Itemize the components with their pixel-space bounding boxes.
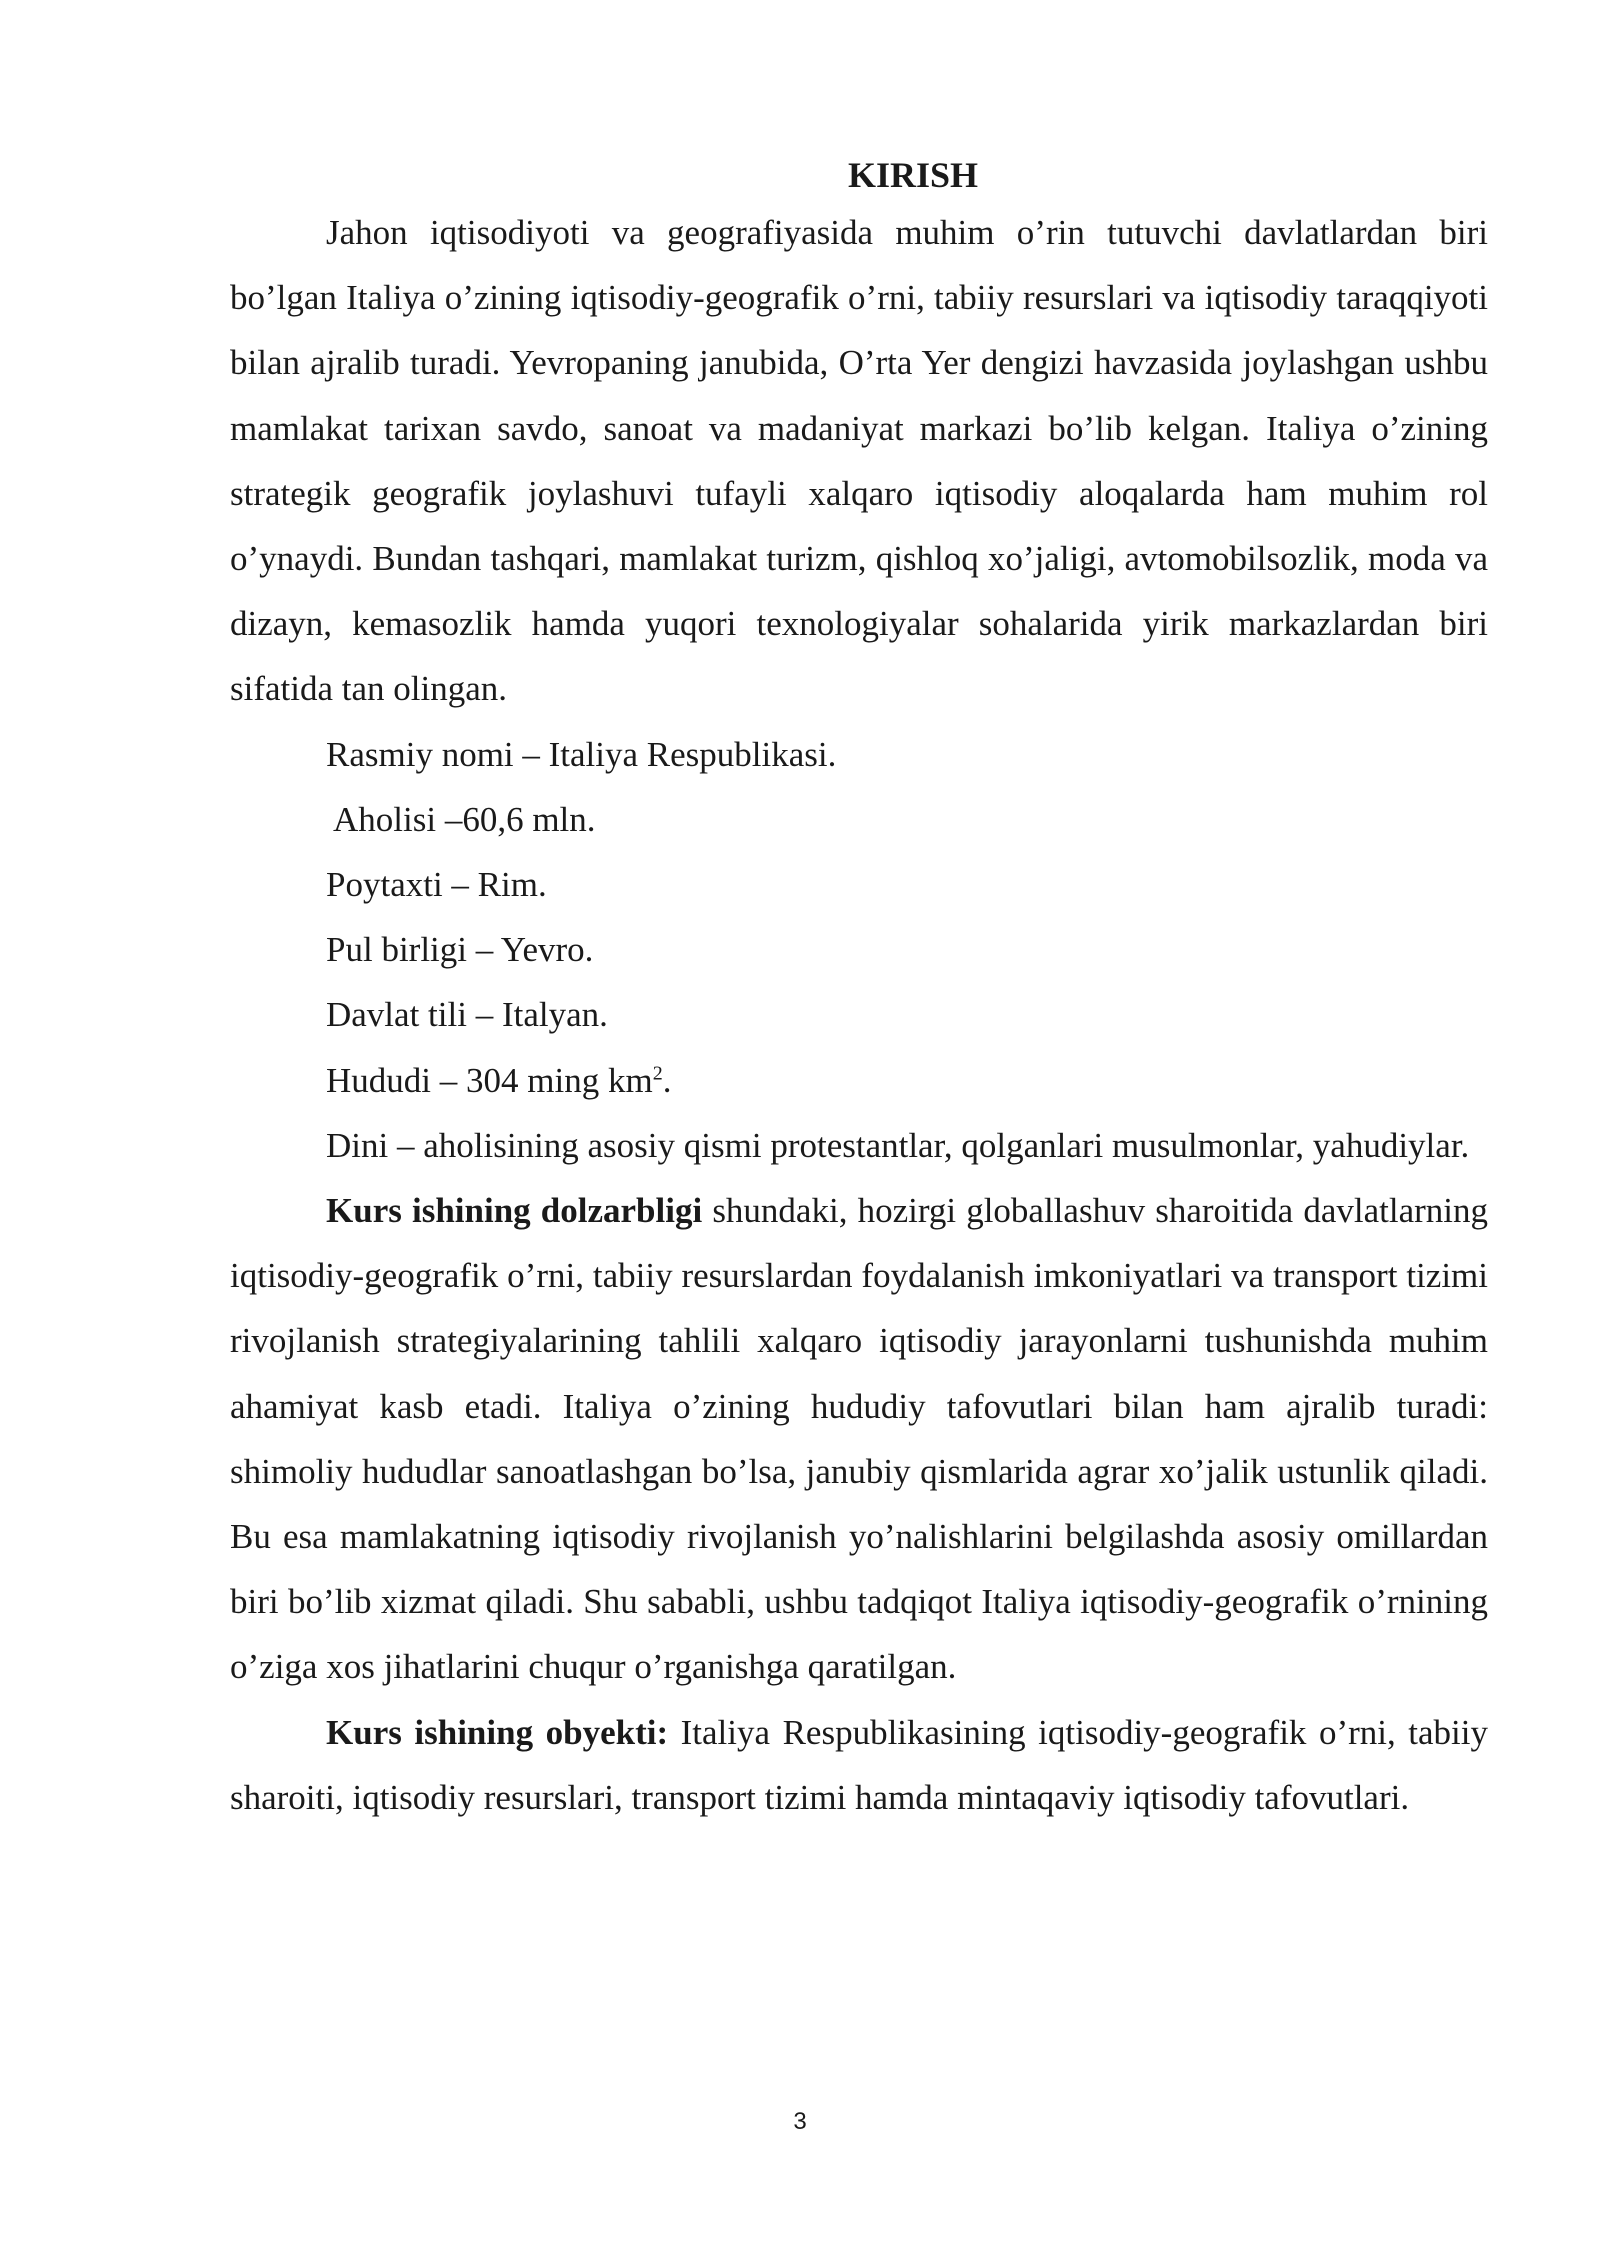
fact-religion: Dini – aholisining asosiy qismi protestantlar, qolganlari musulmonlar, yahudiylar. <box>326 1125 1470 1165</box>
fact-area-text: Hududi – 304 ming km <box>326 1060 653 1100</box>
fact-official-name: Rasmiy nomi – Italiya Respublikasi. <box>326 734 837 774</box>
section-heading: KIRISH <box>847 155 979 195</box>
fact-currency: Pul birligi – Yevro. <box>326 930 594 970</box>
fact-area-superscript: 2 <box>652 1061 663 1084</box>
object-text: Italiya Respublikasining iqtisodiy-geografik o’rni, tabiiy sharoiti, iqtisodiy resurslari, transport tizimi hamda mintaqaviy iqtisodiy tafovutlari. <box>230 1712 1488 1817</box>
object-label: Kurs ishining obyekti: <box>326 1712 669 1752</box>
relevance-paragraph <box>230 1178 1488 1700</box>
page-number: 3 <box>793 2108 807 2135</box>
relevance-label: Kurs ishining dolzarbligi <box>326 1191 703 1231</box>
fact-area <box>230 1048 1488 1113</box>
relevance-text: shundaki, hozirgi globallashuv sharoitida davlatlarning iqtisodiy-geografik o’rni, tabiiy resurslardan foydalanish imkoniyatlari va transport tizimi rivojlanish strategiyalarining tahlili xalqaro iqtisodiy jarayonlarni tushunishda muhim ahamiyat kasb etadi. Italiya o’zining hududiy tafovutlari bilan ham ajralib turadi: shimoliy hududlar sanoatlashgan bo’lsa, janubiy qismlarida agrar xo’jalik ustunlik qiladi. Bu esa mamlakatning iqtisodiy rivojlanish yo’nalishlarini belgilashda asosiy omillardan biri bo’lib xizmat qiladi. Shu sababli, ushbu tadqiqot Italiya iqtisodiy-geografik o’rnining o’ziga xos jihatlarini chuqur o’rganishga qaratilgan. <box>230 1191 1488 1687</box>
document-page <box>230 150 1488 1830</box>
fact-language: Davlat tili – Italyan. <box>326 995 608 1035</box>
fact-population: Aholisi –60,6 mln. <box>333 799 596 839</box>
fact-area-end: . <box>662 1060 672 1100</box>
fact-capital: Poytaxti – Rim. <box>326 865 547 905</box>
object-paragraph <box>230 1700 1488 1830</box>
intro-paragraph: Jahon iqtisodiyoti va geografiyasida muhim o’rin tutuvchi davlatlardan biri bo’lgan Italiya o’zining iqtisodiy-geografik o’rni, tabiiy resurslari va iqtisodiy taraqqiyoti bilan ajralib turadi. Yevropaning janubida, O’rta Yer dengizi havzasida joylashgan ushbu mamlakat tarixan savdo, sanoat va madaniyat markazi bo’lib kelgan. Italiya o’zining strategik geografik joylashuvi tufayli xalqaro iqtisodiy aloqalarda ham muhim rol o’ynaydi. Bundan tashqari, mamlakat turizm, qishloq xo’jaligi, avtomobilsozlik, moda va dizayn, kemasozlik hamda yuqori texnologiyalar sohalarida yirik markazlardan biri sifatida tan olingan. <box>230 213 1488 709</box>
